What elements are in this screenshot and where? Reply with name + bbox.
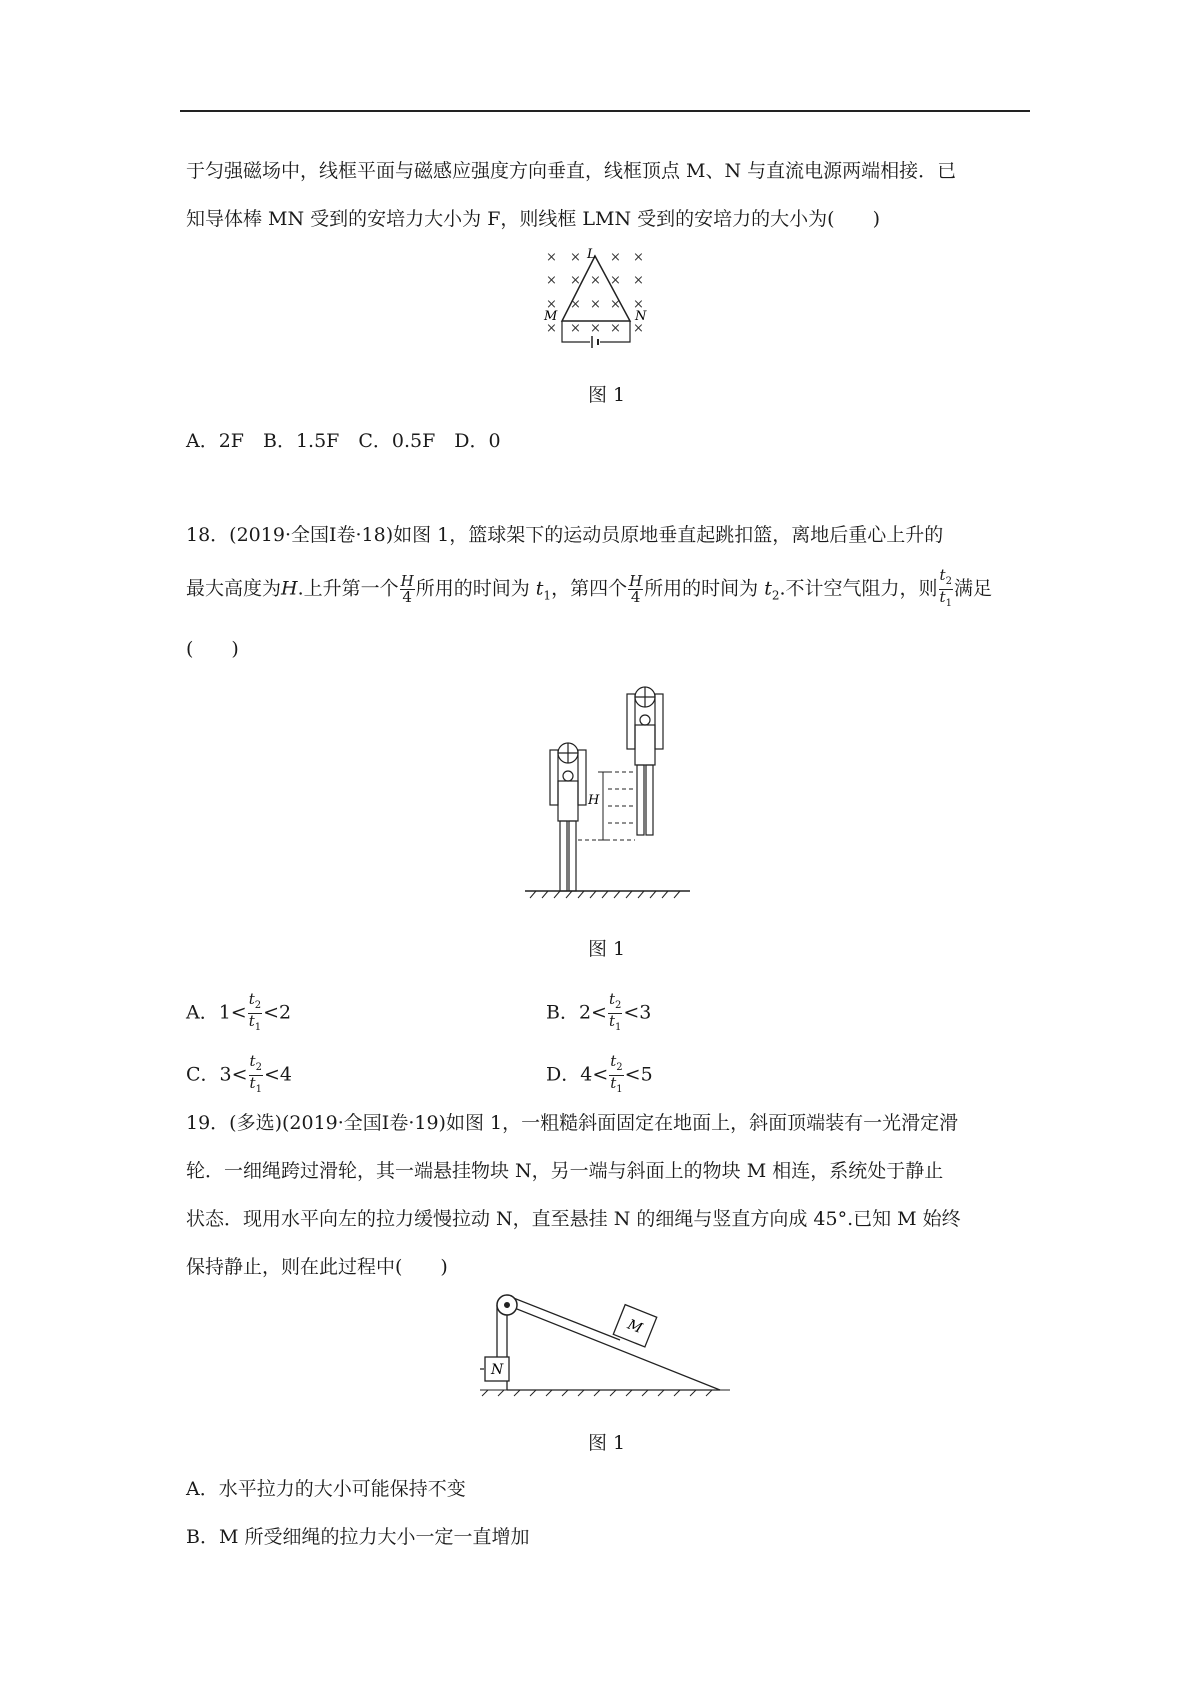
label-n: N: [635, 309, 647, 324]
q18-option-d: D．4< $\frac{t_2}{t_1}$ <5: [546, 1052, 653, 1095]
q17-triangle-figure: [540, 246, 670, 356]
q18-seg-d: ，第四个: [551, 577, 628, 600]
label-h: H: [588, 793, 600, 808]
block-m: [613, 1305, 656, 1347]
label-n-block: N: [491, 1362, 504, 1378]
q18-option-a: A．1< $\frac{t_2}{t_1}$ <2: [186, 990, 292, 1033]
svg-text:M: M: [625, 1316, 645, 1337]
svg-text:×: ×: [633, 297, 644, 312]
player-standing: [550, 743, 586, 891]
q18-seg-c: 所用的时间为: [415, 577, 536, 600]
rope-to-m: [506, 1295, 620, 1340]
q19-text-line-1: 19．(多选)(2019·全国Ⅰ卷·19)如图 1，一粗糙斜面固定在地面上，斜面顶端装有一光滑定滑: [186, 1112, 959, 1134]
fraction-h-over-4: $\frac{H}{4}$: [400, 572, 414, 606]
q18-var-h: H: [281, 577, 298, 600]
svg-text:×: ×: [633, 321, 644, 336]
label-m: M: [544, 309, 558, 324]
q19-text-line-2: 轮．一细绳跨过滑轮，其一端悬挂物块 N，另一端与斜面上的物块 M 相连，系统处于静止: [186, 1160, 944, 1182]
label-l: L: [587, 247, 596, 262]
q19-option-b: B．M 所受细绳的拉力大小一定一直增加: [186, 1526, 530, 1548]
q18-t2: t: [764, 577, 772, 600]
pulley-axle: [504, 1302, 510, 1308]
magnetic-field-crosses: [546, 250, 644, 336]
svg-text:×: ×: [570, 297, 581, 312]
q18-seg-a: 最大高度为: [186, 577, 282, 600]
q18-option-b: B．2< $\frac{t_2}{t_1}$ <3: [546, 990, 652, 1033]
fraction-t2-over-t1: $\frac{t_2}{t_1}$: [939, 566, 952, 609]
q18-option-c: C．3< $\frac{t_2}{t_1}$ <4: [186, 1052, 292, 1095]
q17-caption: 图 1: [588, 384, 626, 406]
svg-text:×: ×: [570, 273, 581, 288]
q18-text-line-1: 18．(2019·全国Ⅰ卷·18)如图 1，篮球架下的运动员原地垂直起跳扣篮，离地后重心上升的: [186, 524, 944, 546]
svg-text:×: ×: [590, 321, 601, 336]
svg-text:×: ×: [546, 273, 557, 288]
q19-incline-figure: [480, 1290, 730, 1400]
incline-slope: [507, 1305, 720, 1390]
q18-seg-g: 满足: [953, 577, 992, 600]
q18-basketball-figure: [520, 680, 700, 900]
q18-seg-b: .上升第一个: [297, 577, 399, 600]
q18-seg-e: 所用的时间为: [644, 577, 765, 600]
q19-caption: 图 1: [588, 1432, 626, 1454]
q18-text-line-2: 最大高度为H.上升第一个 $\frac{H}{4}$ 所用的时间为 $t_1$，第四个 $\frac{H}{4}$ 所用的时间为 $t_2$.不计空气阻力，则 $\frac{t_2}{t_1}$ 满足: [186, 566, 992, 609]
q18-text-line-3: ( ): [186, 638, 239, 660]
svg-text:×: ×: [590, 297, 601, 312]
q19-option-a: A．水平拉力的大小可能保持不变: [186, 1478, 466, 1500]
q18-t1: t: [535, 577, 544, 600]
svg-text:×: ×: [546, 250, 557, 265]
q19-text-line-3: 状态．现用水平向左的拉力缓慢拉动 N，直至悬挂 N 的细绳与竖直方向成 45°.已知 M 始终: [186, 1208, 961, 1230]
svg-text:×: ×: [633, 273, 644, 288]
svg-text:×: ×: [570, 321, 581, 336]
q17-text-line-1: 于匀强磁场中，线框平面与磁感应强度方向垂直，线框顶点 M、N 与直流电源两端相接．已: [186, 160, 957, 182]
svg-text:×: ×: [633, 250, 644, 265]
svg-text:×: ×: [590, 273, 601, 288]
ground: [525, 891, 690, 898]
svg-text:×: ×: [610, 297, 621, 312]
svg-text:×: ×: [610, 273, 621, 288]
q17-text-line-2: 知导体棒 MN 受到的安培力大小为 F，则线框 LMN 受到的安培力的大小为( ): [186, 208, 880, 230]
header-rule: [180, 110, 1030, 112]
svg-text:×: ×: [570, 250, 581, 265]
q18-seg-f: .不计空气阻力，则: [779, 577, 938, 600]
q17-options: A．2F B．1.5F C．0.5F D．0: [186, 430, 501, 452]
svg-text:×: ×: [610, 321, 621, 336]
svg-text:×: ×: [610, 250, 621, 265]
q19-text-line-4: 保持静止，则在此过程中( ): [186, 1256, 448, 1278]
q18-caption: 图 1: [588, 938, 626, 960]
ground-hatch: [480, 1390, 730, 1396]
player-jumping: [627, 687, 663, 835]
fraction-h-over-4-2: $\frac{H}{4}$: [629, 572, 643, 606]
svg-text:×: ×: [546, 297, 557, 312]
svg-text:×: ×: [546, 321, 557, 336]
